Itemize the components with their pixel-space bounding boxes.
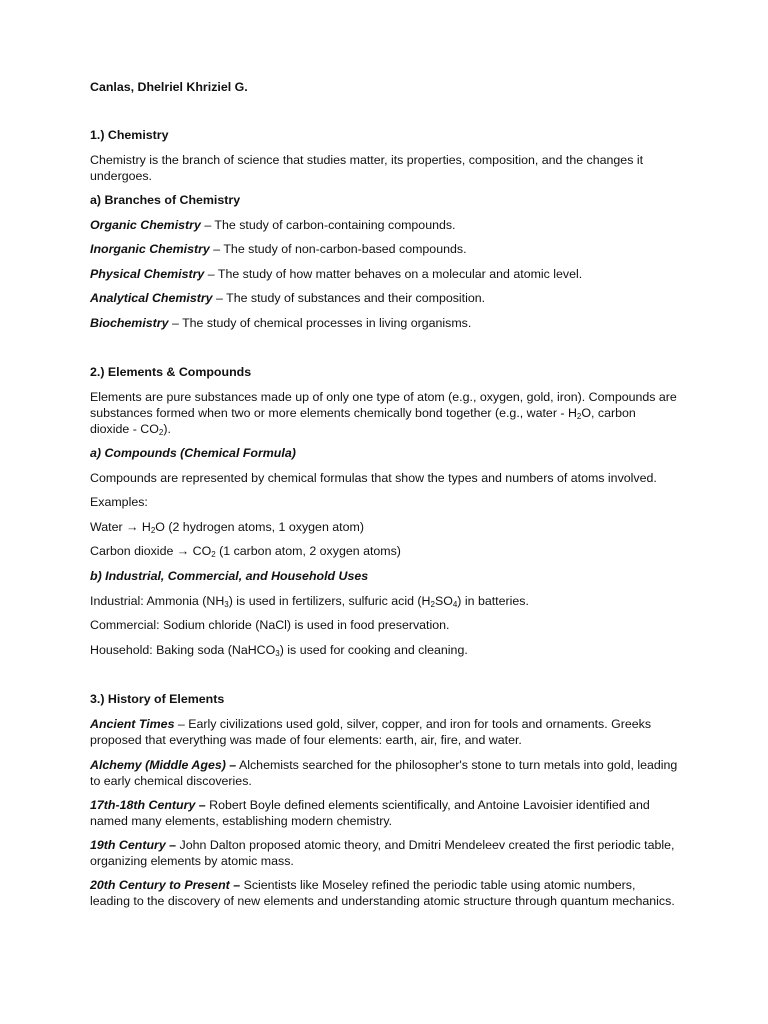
branch-term: Inorganic Chemistry <box>90 242 210 256</box>
history-desc: Scientists like Moseley refined the periodic table using atomic numbers, leading to the discovery of new elements and understanding atomic structure through quantum mechanics. <box>90 878 675 908</box>
compounds-text: Compounds are represented by chemical formulas that show the types and numbers of atoms involved. <box>90 471 657 485</box>
elements-compounds-definition <box>90 389 678 437</box>
history-term: 19th Century – <box>90 838 177 852</box>
history-dash: – <box>174 717 189 731</box>
branch-item <box>90 217 680 233</box>
intro-text: Elements are pure substances made up of only one type of atom (e.g., oxygen, gold, iron). Compounds are substances formed when two or more elements chemically bond together (e.g., water - H <box>90 390 677 420</box>
history-desc: Robert Boyle defined elements scientifically, and Antoine Lavoisier identified and named many elements, establishing modern chemistry. <box>90 798 650 828</box>
history-item <box>90 716 678 748</box>
intro-text: ). <box>163 422 171 436</box>
history-desc: John Dalton proposed atomic theory, and Dmitri Mendeleev created the first periodic table, organizing elements by atomic mass. <box>90 838 675 868</box>
history-term: 17th-18th Century – <box>90 798 206 812</box>
branch-term: Physical Chemistry <box>90 267 205 281</box>
compounds-heading: a) Compounds (Chemical Formula) <box>90 446 296 460</box>
history-item <box>90 757 678 789</box>
history-term: 20th Century to Present – <box>90 878 241 892</box>
history-desc: Alchemists searched for the philosopher's stone to turn metals into gold, leading to early chemical discoveries. <box>90 758 678 788</box>
use-text: SO <box>434 594 453 608</box>
example-water <box>90 519 680 535</box>
section-1-heading: 1.) Chemistry <box>90 128 169 142</box>
author-name: Canlas, Dhelriel Khriziel G. <box>90 80 248 94</box>
branch-term: Biochemistry <box>90 316 169 330</box>
subscript: 3 <box>224 600 229 609</box>
subscript: 2 <box>576 412 582 421</box>
branch-desc: – The study of carbon-containing compounds. <box>200 218 456 232</box>
example-text: Water → H <box>90 520 151 534</box>
section-3-heading: 3.) History of Elements <box>90 692 225 706</box>
chemistry-definition: Chemistry is the branch of science that studies matter, its properties, composition, and the changes it undergoes. <box>90 153 644 183</box>
branch-desc: – The study of non-carbon-based compounds. <box>209 242 467 256</box>
section-2-heading: 2.) Elements & Compounds <box>90 365 252 379</box>
intro-text: O, carbon dioxide - CO <box>90 406 636 436</box>
history-item <box>90 877 678 909</box>
use-industrial <box>90 593 680 609</box>
examples-label: Examples: <box>90 495 148 509</box>
branch-desc: – The study of how matter behaves on a molecular and atomic level. <box>204 267 583 281</box>
history-item <box>90 797 678 829</box>
history-item <box>90 837 678 869</box>
subscript: 2 <box>211 550 216 559</box>
use-text: ) in batteries. <box>457 594 529 608</box>
branch-term: Organic Chemistry <box>90 218 201 232</box>
subscript: 4 <box>452 600 458 609</box>
branches-heading: a) Branches of Chemistry <box>90 193 241 207</box>
branch-desc: – The study of chemical processes in living organisms. <box>168 316 472 330</box>
subscript: 2 <box>150 526 156 535</box>
example-text: O (2 hydrogen atoms, 1 oxygen atom) <box>155 520 364 534</box>
history-term: Ancient Times <box>90 717 175 731</box>
subscript: 2 <box>430 600 435 609</box>
example-text: (1 carbon atom, 2 oxygen atoms) <box>215 544 401 558</box>
use-text: ) is used in fertilizers, sulfuric acid (H <box>228 594 431 608</box>
uses-heading: b) Industrial, Commercial, and Household Uses <box>90 569 369 583</box>
branch-item <box>90 315 680 331</box>
branch-desc: – The study of substances and their composition. <box>212 291 486 305</box>
branch-item <box>90 290 680 306</box>
use-text: Household: Baking soda (NaHCO <box>90 643 276 657</box>
history-desc: Early civilizations used gold, silver, copper, and iron for tools and ornaments. Greeks proposed that everything was made of four elements: earth, air, fire, and water. <box>90 717 652 747</box>
use-commercial: Commercial: Sodium chloride (NaCl) is used in food preservation. <box>90 618 450 632</box>
use-text: Industrial: Ammonia (NH <box>90 594 225 608</box>
use-text: ) is used for cooking and cleaning. <box>279 643 468 657</box>
example-carbon-dioxide <box>90 543 680 559</box>
subscript: 2 <box>158 428 164 437</box>
branch-term: Analytical Chemistry <box>90 291 213 305</box>
branch-item <box>90 266 680 282</box>
use-household <box>90 642 680 658</box>
example-text: Carbon dioxide → CO <box>90 544 212 558</box>
subscript: 3 <box>275 649 280 658</box>
history-term: Alchemy (Middle Ages) – <box>90 758 237 772</box>
branch-item <box>90 241 680 257</box>
